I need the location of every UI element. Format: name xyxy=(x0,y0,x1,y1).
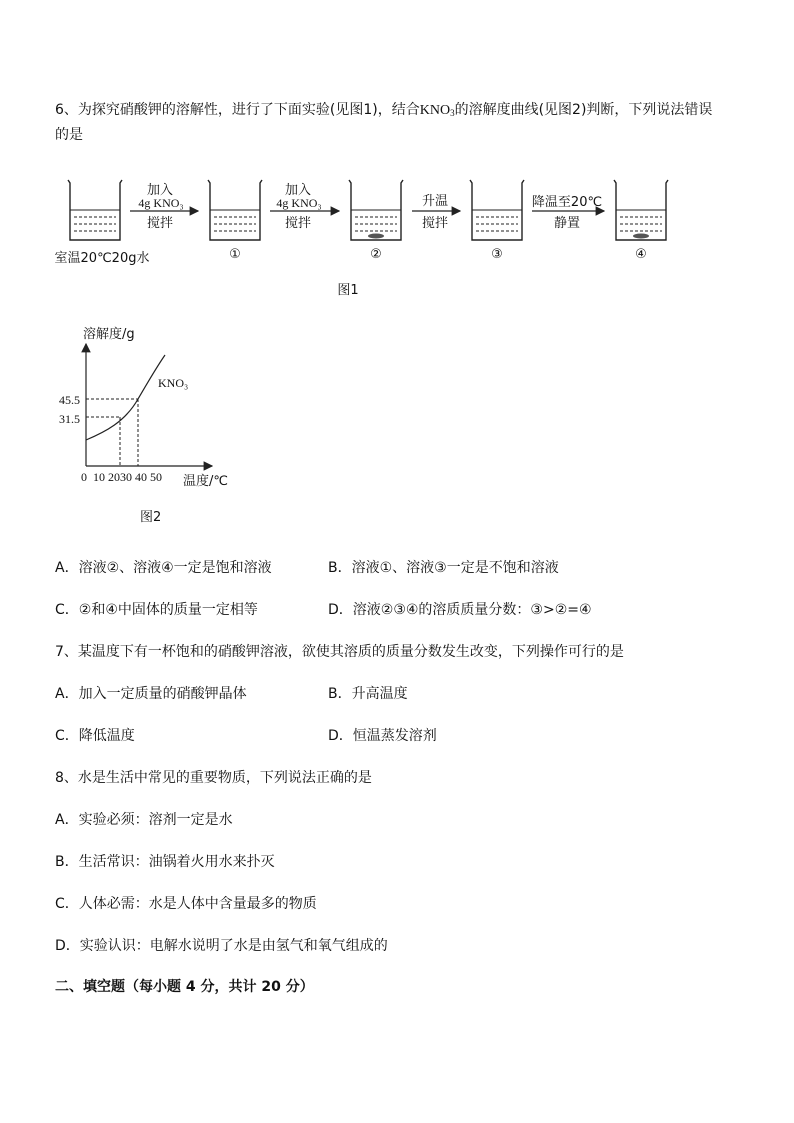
beaker-3-label: ③ xyxy=(491,247,503,262)
figure2-curve-label: KNO₃ xyxy=(158,376,189,390)
q6-stem-line2: 的是 xyxy=(55,127,83,143)
figure2-caption: 图2 xyxy=(140,510,162,525)
q7-option-d: D．恒温蒸发溶剂 xyxy=(328,728,437,744)
step1-top: 加入 xyxy=(146,183,173,198)
figure2-chart xyxy=(0,0,794,520)
y-tick-45-5: 45.5 xyxy=(59,393,80,407)
q8-option-a: A．实验必须：溶剂一定是水 xyxy=(55,812,233,828)
q8-stem: 8、水是生活中常见的重要物质，下列说法正确的是 xyxy=(55,770,372,786)
beaker-2-label: ② xyxy=(370,247,382,262)
beaker-1-label: ① xyxy=(229,247,241,262)
step1-mid: 4g KNO₃ xyxy=(138,196,184,210)
step2-top: 加入 xyxy=(284,183,311,198)
q6-option-a: A．溶液②、溶液④一定是饱和溶液 xyxy=(55,560,272,576)
beaker-4-label: ④ xyxy=(635,247,647,262)
q8-option-c: C．人体必需：水是人体中含量最多的物质 xyxy=(55,896,317,912)
x-ticks: 0 10 2030 40 50 xyxy=(81,470,162,484)
step1-bottom: 搅拌 xyxy=(146,216,173,231)
step2-bottom: 搅拌 xyxy=(284,216,311,231)
q8-option-d: D．实验认识：电解水说明了水是由氢气和氧气组成的 xyxy=(55,938,388,954)
q6-option-c: C．②和④中固体的质量一定相等 xyxy=(55,602,258,618)
section2-title: 二、填空题（每小题 4 分，共计 20 分） xyxy=(55,979,314,995)
figure2-ylabel: 溶解度/g xyxy=(83,327,135,342)
y-tick-31-5: 31.5 xyxy=(59,412,80,426)
q7-option-c: C．降低温度 xyxy=(55,728,135,744)
q7-stem: 7、某温度下有一杯饱和的硝酸钾溶液，欲使其溶质的质量分数发生改变，下列操作可行的是 xyxy=(55,644,624,660)
step3-bottom: 搅拌 xyxy=(421,216,448,231)
step4-top: 降温至20℃ xyxy=(531,195,603,210)
figure1-caption: 图1 xyxy=(337,283,359,298)
q7-option-a: A．加入一定质量的硝酸钾晶体 xyxy=(55,686,247,702)
step3-top: 升温 xyxy=(421,194,448,209)
q7-option-b: B．升高温度 xyxy=(328,686,408,702)
figure2-xlabel: 温度/℃ xyxy=(183,474,228,489)
q6-stem-line1: 6、为探究硝酸钾的溶解性，进行了下面实验(见图1)，结合$KNO_3$的溶解度曲线(见图2)判断，下列说法错误 xyxy=(55,102,713,118)
q8-option-b: B．生活常识：油锅着火用水来扑灭 xyxy=(55,854,275,870)
step2-mid: 4g KNO₃ xyxy=(276,196,322,210)
step4-bottom: 静置 xyxy=(553,216,580,231)
kno3-curve xyxy=(86,355,165,440)
q6-option-b: B．溶液①、溶液③一定是不饱和溶液 xyxy=(328,560,559,576)
q6-option-d: D．溶液②③④的溶质质量分数：③>②=④ xyxy=(328,602,592,618)
start-beaker-label: 室温20℃20g水 xyxy=(54,251,150,266)
